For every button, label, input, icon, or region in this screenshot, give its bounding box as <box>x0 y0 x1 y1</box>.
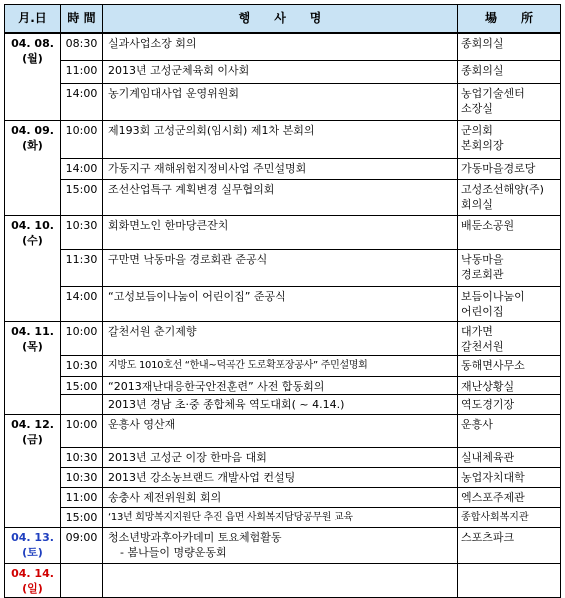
time-cell: 08:30 <box>61 33 103 60</box>
place-cell: 종회의실 <box>458 33 561 60</box>
event-cell: 지방도 1010호선 “한내~덕곡간 도로확포장공사” 주민설명회 <box>103 355 458 376</box>
table-row <box>5 286 561 321</box>
time-cell: 15:00 <box>61 507 103 527</box>
header-date: 月.日 <box>5 5 61 34</box>
place-cell: 엑스포주제관 <box>458 487 561 507</box>
event-cell: 2013년 강소농브랜드 개발사업 컨설팅 <box>103 467 458 487</box>
place-cell: 군의회 본회의장 <box>458 120 561 158</box>
event-cell <box>103 563 458 597</box>
table-row <box>5 33 561 60</box>
place-cell: 실내체육관 <box>458 447 561 467</box>
place-cell: 고성조선해양(주) 회의실 <box>458 179 561 215</box>
place-cell: 동해면사무소 <box>458 355 561 376</box>
time-cell: 10:00 <box>61 120 103 158</box>
header-time: 時 間 <box>61 5 103 34</box>
place-cell: 낙동마을 경로회관 <box>458 249 561 286</box>
table-row <box>5 83 561 120</box>
weekday-label: (목) <box>22 339 43 353</box>
place-cell: 스포츠파크 <box>458 527 561 563</box>
weekday-label: (일) <box>22 581 43 595</box>
event-cell: 2013년 고성군 이장 한마음 대회 <box>103 447 458 467</box>
date-cell <box>5 414 61 527</box>
date-label: 04. 09. <box>11 123 54 137</box>
time-cell: 10:30 <box>61 447 103 467</box>
table-row <box>5 158 561 179</box>
event-cell: 2013년 경남 초·중 종합체육 역도대회( ~ 4.14.) <box>103 394 458 414</box>
event-cell: 제193회 고성군의회(임시회) 제1차 본회의 <box>103 120 458 158</box>
schedule-table <box>4 4 561 598</box>
weekday-label: (금) <box>22 432 43 446</box>
place-cell: 재난상황실 <box>458 376 561 394</box>
schedule-body <box>5 33 561 597</box>
table-row <box>5 249 561 286</box>
header-event: 행 사 명 <box>103 5 458 34</box>
weekday-label: (수) <box>22 233 43 247</box>
event-cell: 2013년 고성군체육회 이사회 <box>103 60 458 83</box>
table-row <box>5 215 561 249</box>
place-cell: 농업기술센터 소장실 <box>458 83 561 120</box>
place-cell <box>458 563 561 597</box>
header-row <box>5 5 561 34</box>
table-row <box>5 507 561 527</box>
date-cell <box>5 215 61 321</box>
table-row <box>5 394 561 414</box>
date-label: 04. 11. <box>11 324 54 338</box>
date-label: 04. 13. <box>11 530 54 544</box>
table-row <box>5 414 561 447</box>
table-row <box>5 563 561 597</box>
time-cell: 10:30 <box>61 355 103 376</box>
table-row <box>5 376 561 394</box>
date-label: 04. 14. <box>11 566 54 580</box>
event-line-1: 청소년방과후아카데미 토요체험활동 <box>108 530 282 544</box>
event-cell: 조선산업특구 계획변경 실무협의회 <box>103 179 458 215</box>
time-cell: 11:00 <box>61 60 103 83</box>
time-cell: 10:00 <box>61 321 103 355</box>
time-cell: 09:00 <box>61 527 103 563</box>
place-cell: 보듬이나눔이 어린이집 <box>458 286 561 321</box>
event-cell: 송충사 제전위원회 회의 <box>103 487 458 507</box>
time-cell: 15:00 <box>61 376 103 394</box>
date-label: 04. 08. <box>11 37 54 50</box>
time-cell: 14:00 <box>61 83 103 120</box>
event-cell: 구만면 낙동마을 경로회관 준공식 <box>103 249 458 286</box>
event-cell: 실과사업소장 회의 <box>103 33 458 60</box>
time-cell: 14:00 <box>61 158 103 179</box>
table-row <box>5 447 561 467</box>
time-cell: 10:00 <box>61 414 103 447</box>
date-label: 04. 12. <box>11 417 54 431</box>
event-cell: “2013재난대응한국안전훈련” 사전 합동회의 <box>103 376 458 394</box>
time-cell: 10:30 <box>61 215 103 249</box>
table-row <box>5 467 561 487</box>
event-cell <box>103 527 458 563</box>
date-cell <box>5 321 61 414</box>
weekday-label: (화) <box>22 138 43 152</box>
place-cell: 종회의실 <box>458 60 561 83</box>
event-cell: 회화면노인 한마당큰잔치 <box>103 215 458 249</box>
date-cell <box>5 527 61 563</box>
table-row <box>5 120 561 158</box>
time-cell: 14:00 <box>61 286 103 321</box>
time-cell: 15:00 <box>61 179 103 215</box>
event-cell: 갈천서원 춘기제향 <box>103 321 458 355</box>
table-row <box>5 179 561 215</box>
date-cell <box>5 33 61 120</box>
place-cell: 농업자치대학 <box>458 467 561 487</box>
table-row <box>5 60 561 83</box>
date-label: 04. 10. <box>11 218 54 232</box>
place-cell: 종합사회복지관 <box>458 507 561 527</box>
date-cell <box>5 563 61 597</box>
event-cell: 농기계임대사업 운영위원회 <box>103 83 458 120</box>
event-cell: “고성보듬이나눔이 어린이집” 준공식 <box>103 286 458 321</box>
event-line-2: - 봄나들이 명량운동회 <box>120 545 227 559</box>
place-cell: 운흥사 <box>458 414 561 447</box>
time-cell <box>61 394 103 414</box>
time-cell: 10:30 <box>61 467 103 487</box>
weekday-label: (토) <box>22 545 43 559</box>
time-cell: 11:00 <box>61 487 103 507</box>
event-cell: 운흥사 영산재 <box>103 414 458 447</box>
time-cell <box>61 563 103 597</box>
place-cell: 배둔소공원 <box>458 215 561 249</box>
event-cell: ‘13년 희망복지지원단 추진 읍면 사회복지담당공무원 교육 <box>103 507 458 527</box>
weekday-label: (월) <box>22 52 43 65</box>
table-row <box>5 321 561 355</box>
event-cell: 가동지구 재해위험지정비사업 주민설명회 <box>103 158 458 179</box>
table-row <box>5 487 561 507</box>
header-place: 場 所 <box>458 5 561 34</box>
table-row <box>5 355 561 376</box>
date-cell <box>5 120 61 215</box>
place-cell: 가동마을경로당 <box>458 158 561 179</box>
table-row <box>5 527 561 563</box>
place-cell: 대가면 갈천서원 <box>458 321 561 355</box>
place-cell: 역도경기장 <box>458 394 561 414</box>
time-cell: 11:30 <box>61 249 103 286</box>
